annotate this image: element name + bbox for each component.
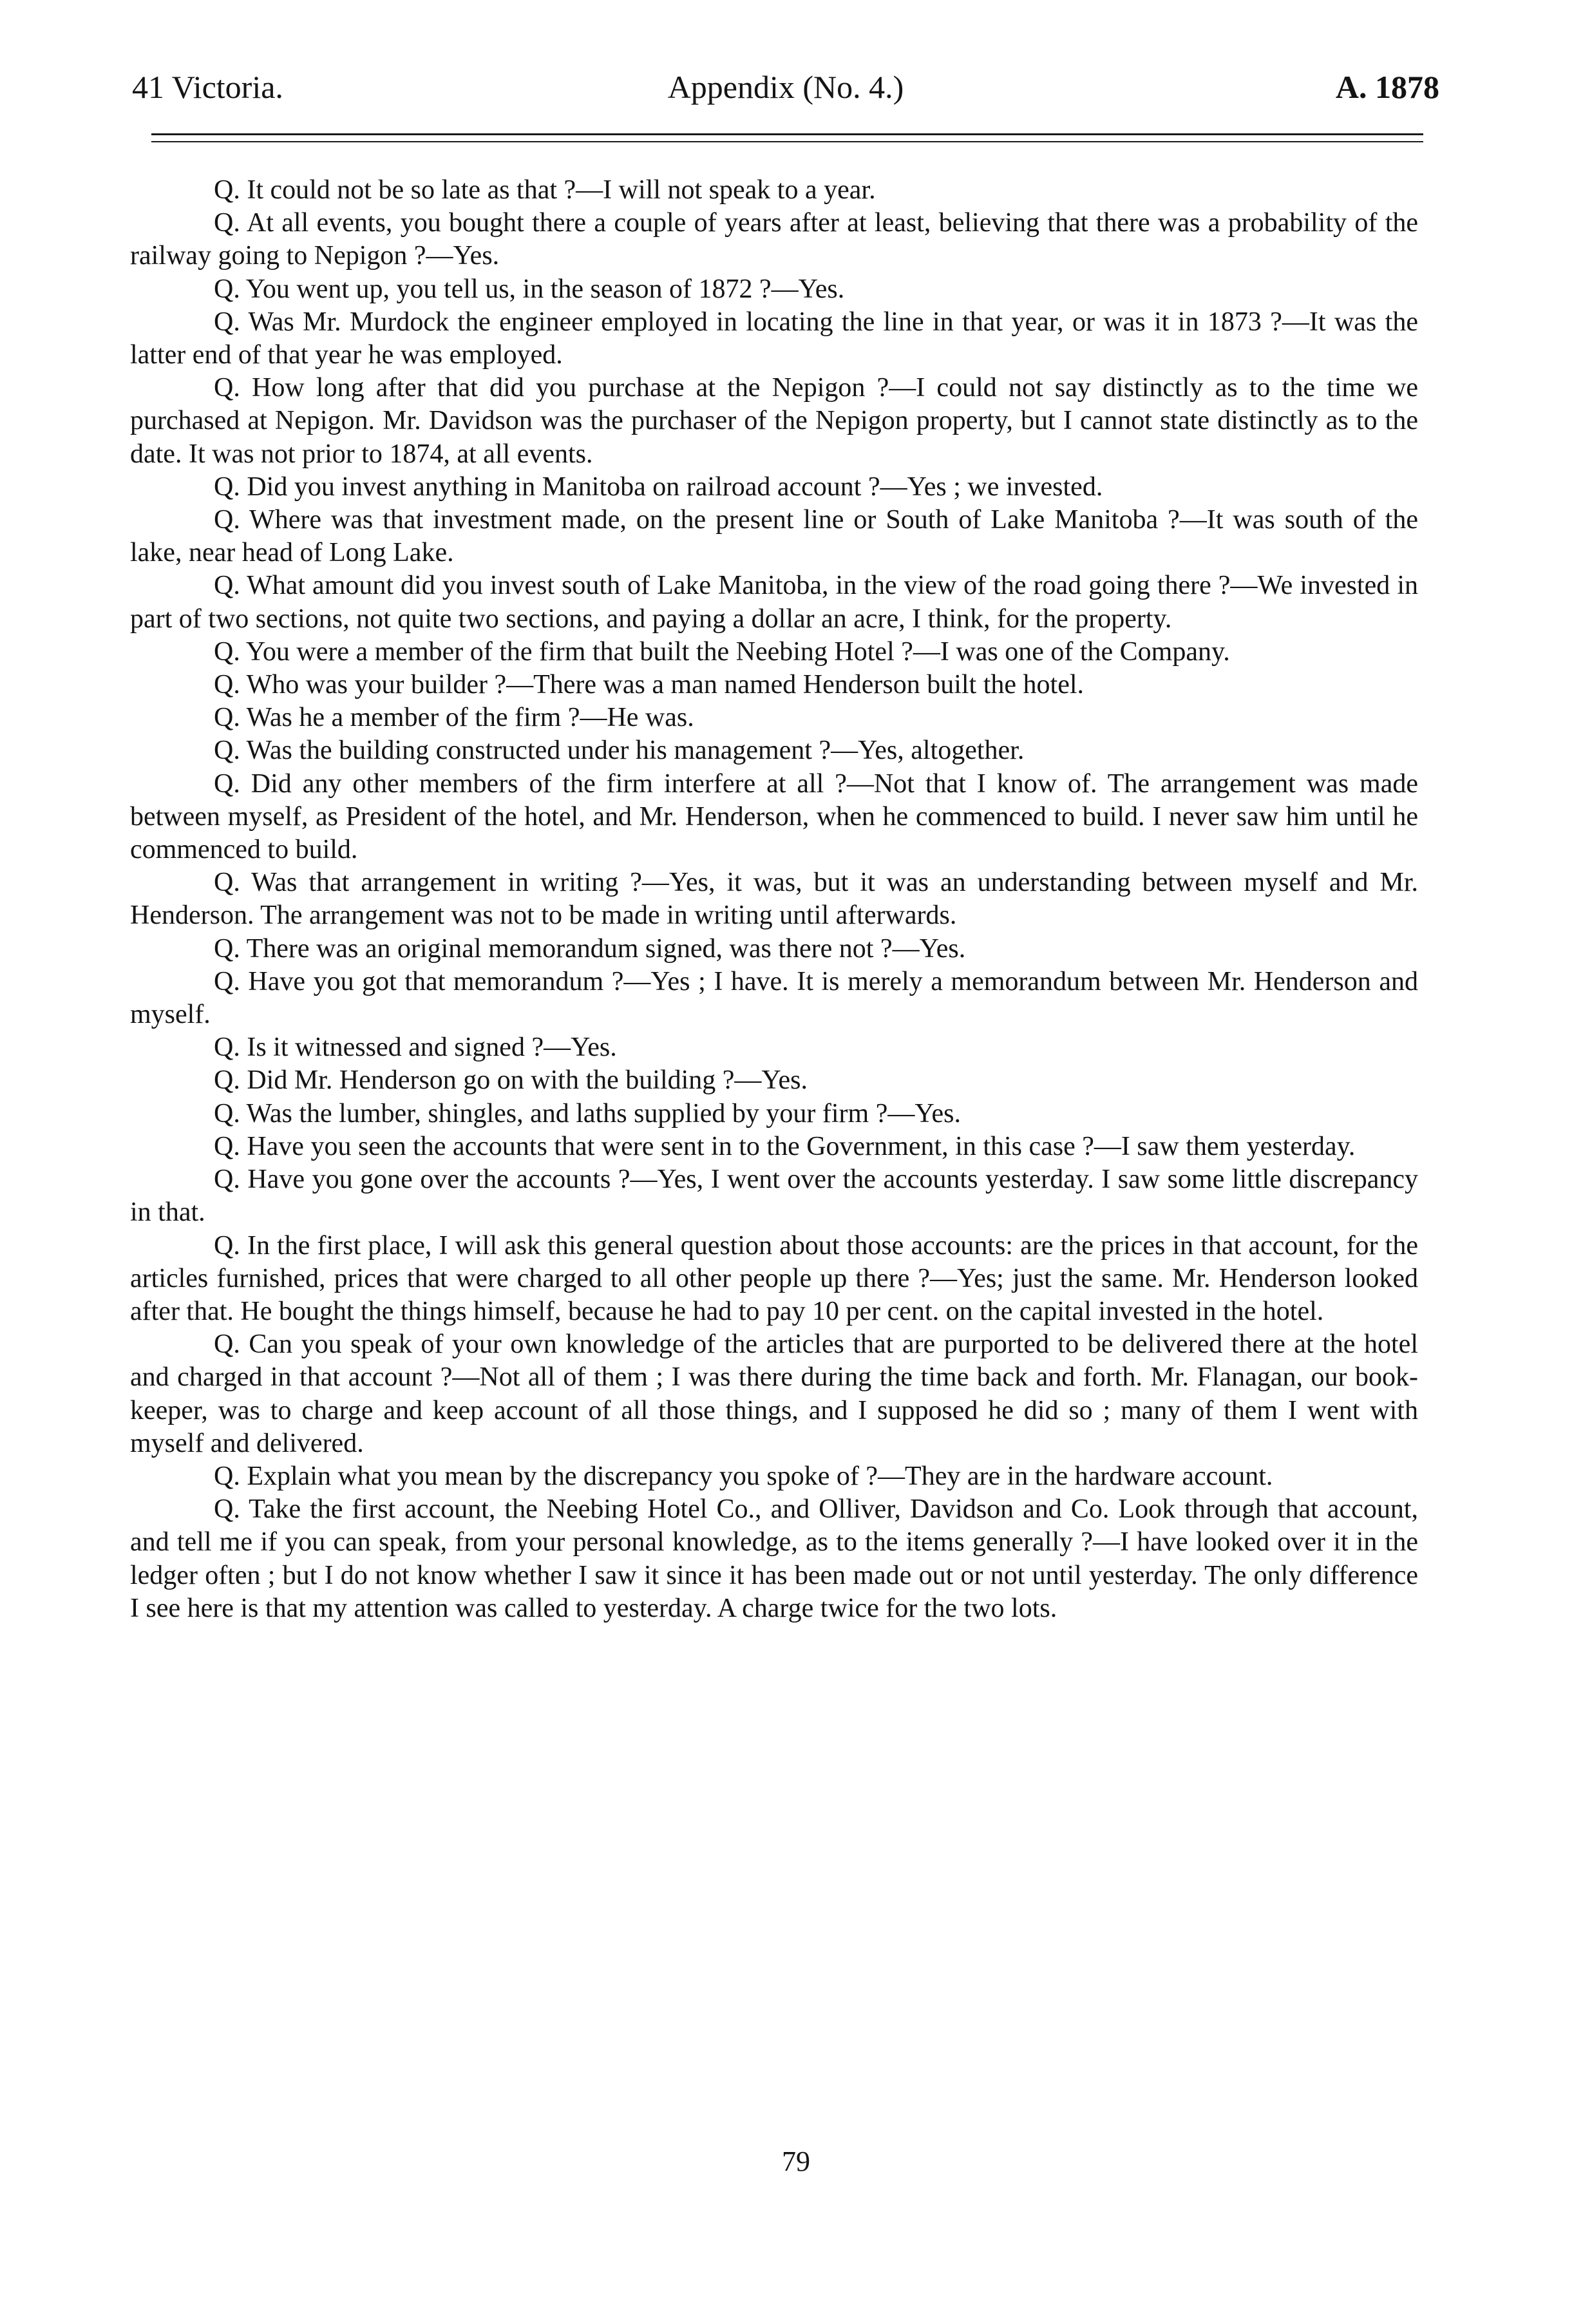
header-year: A. 1878 (1335, 69, 1439, 105)
paragraph: Q. Have you gone over the accounts ?—Yes, I went over the accounts yesterday. I saw some little discrepancy in that. (130, 1165, 1418, 1228)
running-header (132, 61, 1439, 113)
paragraph: Q. How long after that did you purchase at the Nepigon ?—I could not say distinctly as to the time we purchased at Nepigon. Mr. Davidson was the purchaser of the Nepigon property, but I cannot state distinctly as to the date. It was not prior to 1874, at all events. (130, 373, 1418, 469)
paragraph: Q. Did you invest anything in Manitoba on railroad account ?—Yes ; we invested. (214, 471, 1103, 502)
paragraph: Q. Was the building constructed under his management ?—Yes, altogether. (214, 736, 1025, 766)
paragraph: Q. You went up, you tell us, in the season of 1872 ?—Yes. (214, 274, 845, 304)
header-rule-thin (151, 141, 1423, 142)
paragraph: Q. Take the first account, the Neebing Hotel Co., and Olliver, Davidson and Co. Look through that account, and tell me if you can speak, from your personal knowledge, as to the items generally ?—I have looked over it in the ledger often ; but I do not know whether I saw it since it has been made out or not until yesterday. The only difference I see here is that my attention was called to yesterday. A charge twice for the two lots. (130, 1494, 1418, 1623)
paragraph: Q. Where was that investment made, on the present line or South of Lake Manitoba ?—It was south of the lake, near head of Long Lake. (130, 505, 1418, 568)
page-number: 79 (782, 2146, 810, 2177)
paragraph: Q. There was an original memorandum signed, was there not ?—Yes. (214, 933, 966, 964)
paragraph: Q. Can you speak of your own knowledge of the articles that are purported to be delivered there at the hotel and charged in that account ?—Not all of them ; I was there during the time back and forth. Mr. Flanagan, our book-keeper, was to charge and keep account of all those things, and I supposed he did so ; many of them I went with myself and delivered. (130, 1329, 1418, 1458)
header-session: 41 Victoria. (132, 69, 283, 105)
paragraph: Q. What amount did you invest south of Lake Manitoba, in the view of the road going there ?—We invested in part of two sections, not quite two sections, and paying a dollar an acre, I think, for the property. (130, 571, 1418, 634)
paragraph: Q. Was he a member of the firm ?—He was. (214, 703, 694, 733)
header-appendix: Appendix (No. 4.) (667, 69, 904, 105)
paragraph: Q. Who was your builder ?—There was a man named Henderson built the hotel. (214, 670, 1085, 700)
paragraph: Q. You were a member of the firm that built the Neebing Hotel ?—I was one of the Company. (214, 636, 1230, 667)
paragraph: Q. Explain what you mean by the discrepancy you spoke of ?—They are in the hardware account. (214, 1461, 1273, 1491)
paragraph: Q. In the first place, I will ask this general question about those accounts: are the prices in that account, for the articles furnished, prices that were charged to all other people up there ?—Yes; just the same. Mr. Henderson looked after that. He bought the things himself, because he had to pay 10 per cent. on the capital invested in the hotel. (130, 1230, 1418, 1326)
paragraph: Q. Was that arrangement in writing ?—Yes, it was, but it was an understanding between myself and Mr. Henderson. The arrangement was not to be made in writing until afterwards. (130, 868, 1418, 931)
paragraph: Q. Was Mr. Murdock the engineer employed in locating the line in that year, or was it in 1873 ?—It was the latter end of that year he was employed. (130, 307, 1418, 370)
paragraph: Q. It could not be so late as that ?—I will not speak to a year. (214, 175, 876, 205)
paragraph: Q. Is it witnessed and signed ?—Yes. (214, 1033, 617, 1063)
header-rule-thick (151, 133, 1423, 135)
paragraph: Q. At all events, you bought there a couple of years after at least, believing that there was a probability of the railway going to Nepigon ?—Yes. (130, 208, 1418, 271)
testimony-body (130, 174, 1418, 1625)
paragraph: Q. Did any other members of the firm interfere at all ?—Not that I know of. The arrangement was made between myself, as President of the hotel, and Mr. Henderson, when he commenced to build. I never saw him until he commenced to build. (130, 768, 1418, 865)
paragraph: Q. Have you got that memorandum ?—Yes ; I have. It is merely a memorandum between Mr. Henderson and myself. (130, 966, 1418, 1030)
paragraph: Q. Was the lumber, shingles, and laths supplied by your firm ?—Yes. (214, 1098, 961, 1129)
paragraph: Q. Have you seen the accounts that were sent in to the Government, in this case ?—I saw them yesterday. (214, 1131, 1356, 1161)
paragraph: Q. Did Mr. Henderson go on with the building ?—Yes. (214, 1065, 808, 1096)
